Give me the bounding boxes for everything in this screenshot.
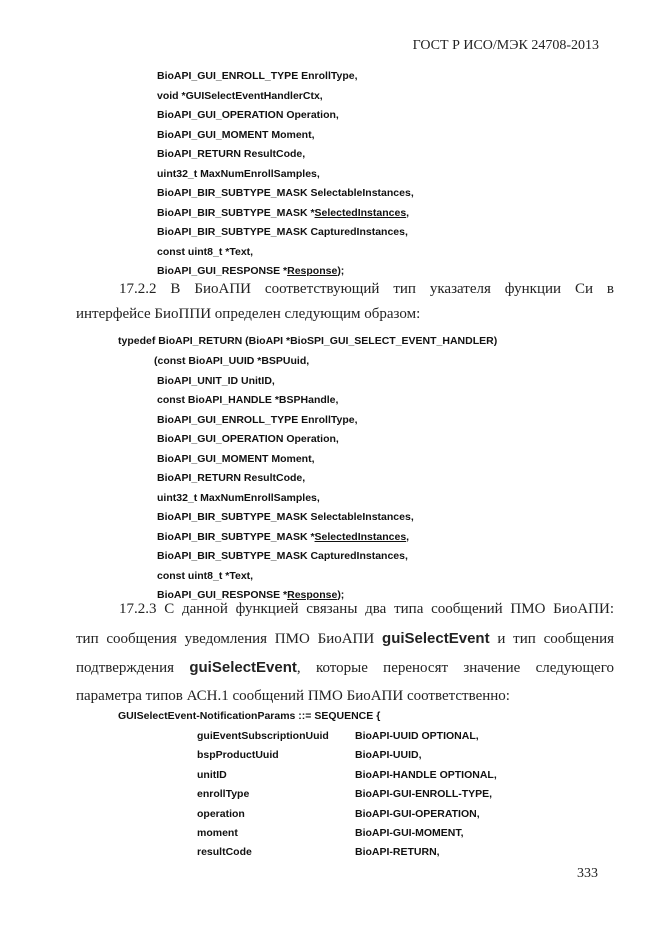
code-line: BioAPI_GUI_ENROLL_TYPE EnrollType, (157, 413, 358, 426)
code-line: BioAPI_BIR_SUBTYPE_MASK *SelectedInstances, (157, 206, 410, 219)
page-number: 333 (577, 866, 598, 881)
code-line: BioAPI_BIR_SUBTYPE_MASK SelectableInstances, (157, 187, 414, 199)
paragraph-line: 17.2.2 В БиоАПИ соответствующий тип указателя функции Си в (119, 281, 614, 297)
code-line: BioAPI_GUI_MOMENT Moment, (157, 128, 315, 141)
sequence-field-type: BioAPI-UUID, (355, 749, 422, 762)
sequence-field-type: BioAPI-RETURN, (355, 846, 440, 859)
code-line: BioAPI_BIR_SUBTYPE_MASK SelectableInstances, (157, 511, 414, 523)
code-line: uint32_t MaxNumEnrollSamples, (157, 491, 320, 504)
code-line: const BioAPI_HANDLE *BSPHandle, (157, 394, 339, 406)
code-line: BioAPI_GUI_RESPONSE *Response); (157, 589, 345, 601)
paragraph-line: интерфейсе БиоППИ определен следующим образом: (76, 306, 421, 322)
code-line: BioAPI_GUI_OPERATION Operation, (157, 109, 339, 121)
document-header: ГОСТ Р ИСО/МЭК 24708-2013 (412, 38, 599, 53)
code-line: const uint8_t *Text, (157, 569, 254, 582)
code-line: void *GUISelectEventHandlerCtx, (157, 89, 323, 102)
code-line: BioAPI_RETURN ResultCode, (157, 148, 306, 160)
code-line: const uint8_t *Text, (157, 245, 254, 258)
sequence-field-name: enrollType (197, 788, 250, 801)
sequence-field-name: bspProductUuid (197, 749, 279, 762)
sequence-field-type: BioAPI-HANDLE OPTIONAL, (355, 768, 497, 781)
code-line: BioAPI_UNIT_ID UnitID, (157, 374, 275, 387)
sequence-field-type: BioAPI-GUI-MOMENT, (355, 827, 464, 839)
paragraph-17-2-2 (76, 281, 614, 323)
gui-select-event-term: guiSelectEvent (189, 659, 297, 676)
sequence-field-name: moment (197, 827, 238, 839)
code-line: BioAPI_GUI_OPERATION Operation, (157, 433, 339, 445)
sequence-field-type: BioAPI-UUID OPTIONAL, (355, 730, 479, 742)
code-line: BioAPI_GUI_ENROLL_TYPE EnrollType, (157, 70, 358, 82)
paragraph-line: 17.2.3 С данной функцией связаны два типа сообщений ПМО БиоАПИ: (119, 601, 614, 617)
sequence-field-name: operation (197, 807, 245, 820)
gui-select-event-term: guiSelectEvent (382, 630, 490, 647)
paragraph-line: параметра типов АСН.1 сообщений ПМО БиоАПИ соответственно: (76, 688, 510, 704)
code-line: (const BioAPI_UUID *BSPUuid, (154, 355, 310, 367)
sequence-header: GUISelectEvent-NotificationParams ::= SEQUENCE { (118, 710, 381, 722)
paragraph-line: тип сообщения уведомления ПМО БиоАПИ guiSelectEvent и тип сообщения (76, 630, 615, 647)
sequence-field-type: BioAPI-GUI-OPERATION, (355, 807, 480, 820)
paragraph-17-2-3 (76, 601, 614, 717)
sequence-field-name: guiEventSubscriptionUuid (197, 730, 329, 742)
code-line: BioAPI_RETURN ResultCode, (157, 472, 306, 484)
code-line: BioAPI_GUI_MOMENT Moment, (157, 452, 315, 465)
code-line: BioAPI_BIR_SUBTYPE_MASK CapturedInstances, (157, 550, 408, 562)
code-line: BioAPI_BIR_SUBTYPE_MASK *SelectedInstances, (157, 530, 410, 543)
code-line: BioAPI_GUI_RESPONSE *Response); (157, 265, 345, 277)
sequence-field-name: resultCode (197, 846, 252, 859)
sequence-field-type: BioAPI-GUI-ENROLL-TYPE, (355, 788, 493, 801)
code-line: BioAPI_BIR_SUBTYPE_MASK CapturedInstances, (157, 226, 408, 238)
sequence-field-name: unitID (197, 768, 227, 781)
paragraph-line: подтверждения guiSelectEvent, которые переносят значение следующего (76, 659, 614, 676)
code-line: uint32_t MaxNumEnrollSamples, (157, 167, 320, 180)
typedef-line: typedef BioAPI_RETURN (BioAPI *BioSPI_GUI_SELECT_EVENT_HANDLER) (118, 335, 498, 347)
